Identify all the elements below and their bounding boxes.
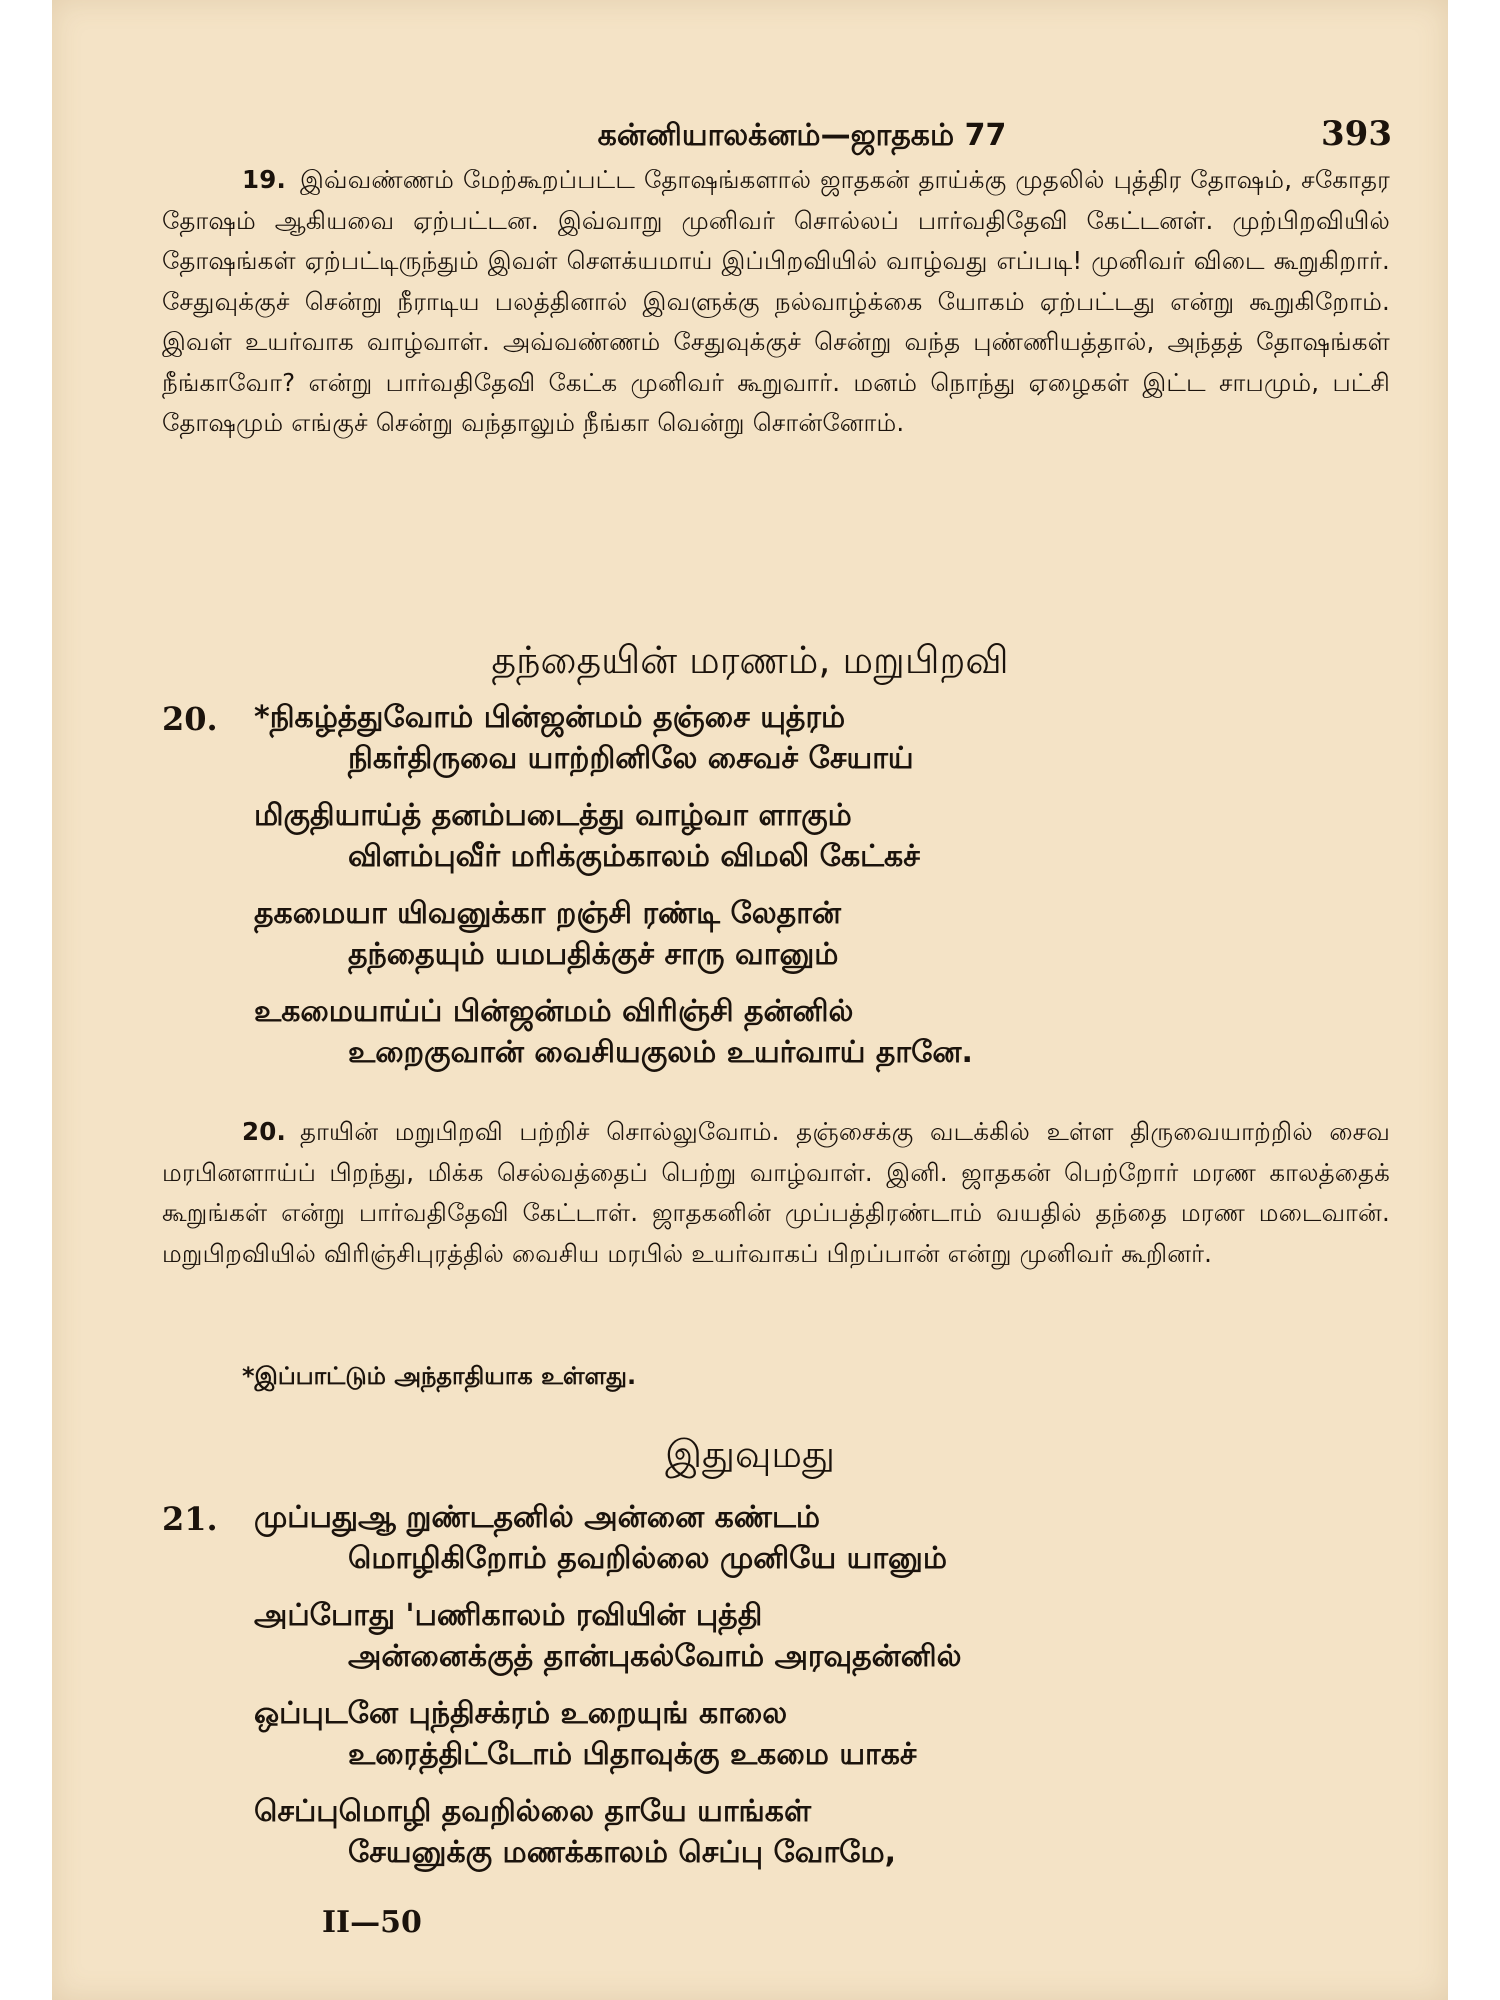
verse-line: உறைகுவான் வைசியகுலம் உயர்வாய் தானே. (348, 1035, 973, 1070)
verse-couplet (254, 1794, 1374, 1874)
page-number: 393 (1321, 114, 1392, 154)
verse-line: அன்னைக்குத் தான்புகல்வோம் அரவுதன்னில் (348, 1639, 962, 1674)
section-heading: தந்தையின் மரணம், மறுபிறவி (491, 638, 1009, 682)
paragraph-text: தாயின் மறுபிறவி பற்றிச் சொல்லுவோம். தஞ்சைக்கு வடக்கில் உள்ள திருவையாற்றில் சைவ மரபினளாய்ப் பிறந்து, மிக்க செல்வத்தைப் பெற்று வாழ்வாள். இனி. ஜாதகன் பெற்றோர் மரண காலத்தைக் கூறுங்கள் என்று பார்வதிதேவி கேட்டாள். ஜாதகனின் முப்பத்திரண்டாம் வயதில் தந்தை மரண மடைவான். மறுபிறவியில் விரிஞ்சிபுரத்தில் வைசிய மரபில் உயர்வாகப் பிறப்பான் என்று முனிவர் கூறினர். (162, 1117, 1390, 1268)
verse-couplet (254, 700, 1374, 780)
verse-number: 21. (162, 1500, 218, 1538)
verse-number: 20. (162, 700, 218, 738)
verse-line: நிகர்திருவை யாற்றினிலே சைவச் சேயாய் (348, 741, 914, 776)
verse-couplet (254, 994, 1374, 1074)
paragraph-text: இவ்வண்ணம் மேற்கூறப்பட்ட தோஷங்களால் ஜாதகன் தாய்க்கு முதலில் புத்திர தோஷம், சகோதர தோஷம் ஆகியவை ஏற்பட்டன. இவ்வாறு முனிவர் சொல்லப் பார்வதிதேவி கேட்டனள். முற்பிறவியில் தோஷங்கள் ஏற்பட்டிருந்தும் இவள் சௌக்யமாய் இப்பிறவியில் வாழ்வது எப்படி! முனிவர் விடை கூறுகிறார். சேதுவுக்குச் சென்று நீராடிய பலத்தினால் இவளுக்கு நல்வாழ்க்கை யோகம் ஏற்பட்டது என்று கூறுகிறோம். இவள் உயர்வாக வாழ்வாள். அவ்வண்ணம் சேதுவுக்குச் சென்று வந்த புண்ணியத்தால், அந்தத் தோஷங்கள் நீங்காவோ? என்று பார்வதிதேவி கேட்க முனிவர் கூறுவார். மனம் நொந்து ஏழைகள் இட்ட சாபமும், பட்சி தோஷமும் எங்குச் சென்று வந்தாலும் நீங்கா வென்று சொன்னோம். (162, 165, 1390, 437)
verse-line: முப்பதுஆ றுண்டதனில் அன்னை கண்டம் (254, 1500, 821, 1535)
verse-20 (162, 700, 1390, 1090)
paragraph-number: 20. (242, 1117, 287, 1146)
verse-couplet (254, 1696, 1374, 1776)
verse-line: விளம்புவீர் மரிக்கும்காலம் விமலி கேட்கச் (348, 839, 920, 874)
paragraph-number: 19. (242, 165, 287, 194)
running-header: கன்னியாலக்னம்—ஜாதகம் 77 (597, 118, 1007, 153)
verse-line: உகமையாய்ப் பின்ஜன்மம் விரிஞ்சி தன்னில் (254, 994, 854, 1029)
footnote: *இப்பாட்டும் அந்தாதியாக உள்ளது. (242, 1362, 637, 1390)
verse-line: அப்போது 'பணிகாலம் ரவியின் புத்தி (254, 1598, 763, 1633)
verse-line: சேயனுக்கு மணக்காலம் செப்பு வோமே, (348, 1835, 896, 1870)
verse-line: *நிகழ்த்துவோம் பின்ஜன்மம் தஞ்சை யுத்ரம் (254, 700, 846, 735)
verse-line: தகமையா யிவனுக்கா றஞ்சி ரண்டி லேதான் (254, 896, 841, 931)
verse-couplet (254, 1500, 1374, 1580)
verse-line: மொழிகிறோம் தவறில்லை முனியே யானும் (348, 1541, 947, 1576)
verse-couplet (254, 1598, 1374, 1678)
paragraph-20 (162, 1112, 1390, 1274)
verse-line: மிகுதியாய்த் தனம்படைத்து வாழ்வா ளாகும் (254, 798, 852, 833)
verse-line: செப்புமொழி தவறில்லை தாயே யாங்கள் (254, 1794, 812, 1829)
verse-line: ஒப்புடனே புந்திசக்ரம் உறையுங் காலை (254, 1696, 788, 1731)
verse-couplet (254, 798, 1374, 878)
verse-line: தந்தையும் யமபதிக்குச் சாரு வானும் (348, 937, 839, 972)
verse-21 (162, 1500, 1390, 1890)
section-heading: இதுவுமது (665, 1432, 835, 1476)
book-page (52, 0, 1448, 2000)
paragraph-19 (162, 160, 1390, 444)
verse-couplet (254, 896, 1374, 976)
signature-mark: II—50 (322, 1905, 422, 1940)
verse-line: உரைத்திட்டோம் பிதாவுக்கு உகமை யாகச் (348, 1737, 917, 1772)
